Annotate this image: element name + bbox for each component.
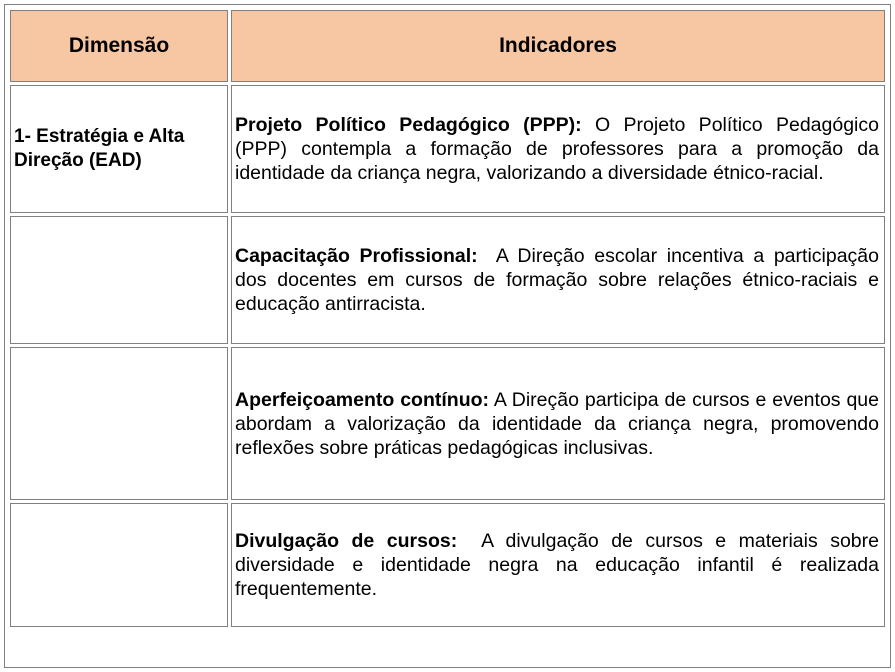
table-row bbox=[10, 85, 885, 213]
table-row bbox=[10, 347, 885, 500]
dimension-cell: 1- Estratégia e Alta Direção (EAD) bbox=[10, 85, 228, 213]
indicator-cell bbox=[231, 503, 885, 627]
indicator-text: A Direção participa de cursos e eventos que abordam a valorização da identidade da criança negra, promovendo reflexões sobre práticas pedagógicas inclusivas. bbox=[235, 388, 885, 459]
table-row bbox=[10, 216, 885, 344]
indicator-title: Aperfeiçoamento contínuo: bbox=[235, 388, 490, 411]
indicator-cell bbox=[231, 216, 885, 344]
table-row bbox=[10, 503, 885, 627]
indicators-table bbox=[7, 7, 888, 630]
indicator-cell bbox=[231, 347, 885, 500]
dimension-cell bbox=[10, 216, 228, 344]
indicator-cell bbox=[231, 85, 885, 213]
header-dimension: Dimensão bbox=[10, 10, 228, 82]
indicator-title: Capacitação Profissional: bbox=[235, 245, 478, 267]
dimension-cell bbox=[10, 503, 228, 627]
header-indicators: Indicadores bbox=[231, 10, 885, 82]
indicator-text: O Projeto Político Pedagógico (PPP) contempla a formação de professores para a promoção da identidade da criança negra, valorizando a diversidade étnico-racial. bbox=[235, 114, 885, 184]
indicator-title: Projeto Político Pedagógico (PPP): bbox=[235, 114, 582, 136]
indicator-text: A Direção escolar incentiva a participação dos docentes em cursos de formação sobre relações étnico-raciais e educação antirracista. bbox=[235, 245, 885, 315]
indicator-title: Divulgação de cursos: bbox=[235, 530, 458, 552]
dimension-cell bbox=[10, 347, 228, 500]
indicator-text: A divulgação de cursos e materiais sobre diversidade e identidade negra na educação infantil é realizada frequentemente. bbox=[235, 530, 885, 600]
header-row bbox=[10, 10, 885, 82]
